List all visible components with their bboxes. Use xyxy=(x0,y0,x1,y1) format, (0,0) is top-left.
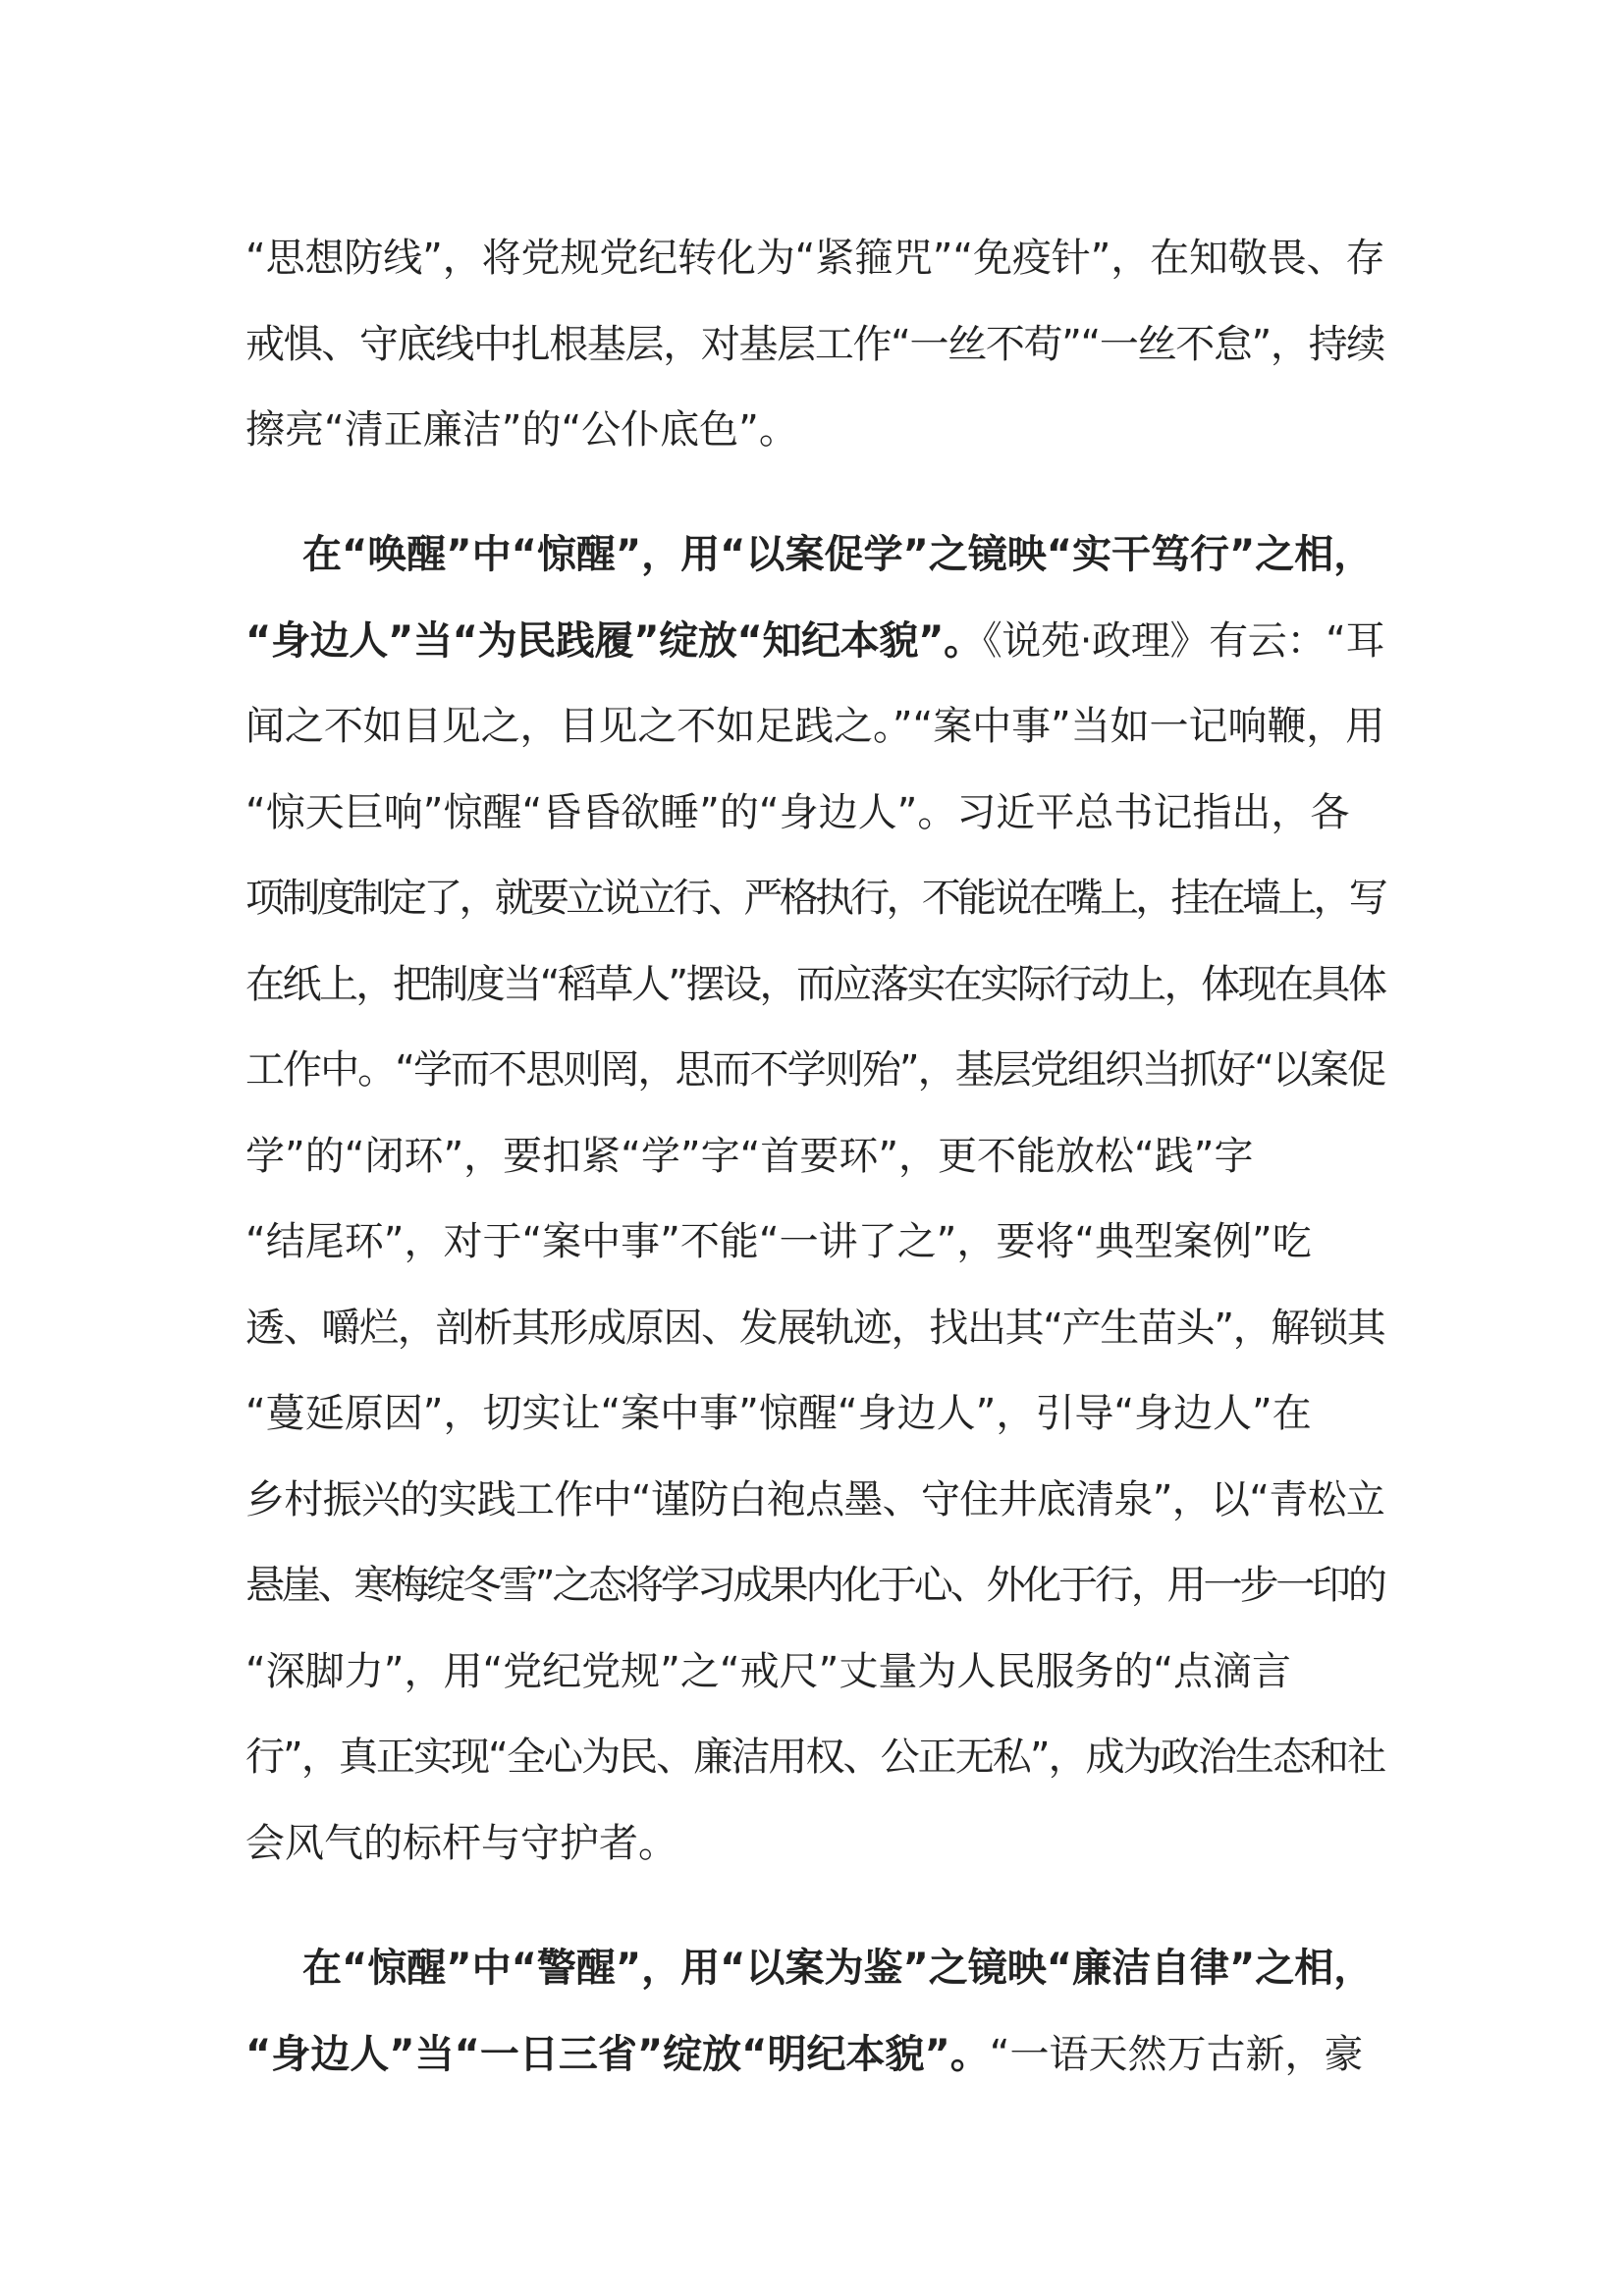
paragraph-1-line-3: 擦亮“清正廉洁”的“公仆底色”。 xyxy=(245,407,798,453)
paragraph-2-heading-line-2 xyxy=(245,599,1384,685)
paragraph-2-line-7: “结尾环”，对于“案中事”不能“一讲了之”，要将“典型案例”吃 xyxy=(245,1219,1312,1264)
paragraph-2-line-1: 闻之不如目见之，目见之不如足践之。”“案中事”当如一记响鞭，用 xyxy=(245,704,1385,749)
paragraph-2 xyxy=(245,512,1384,1887)
paragraph-2-line-6: 学”的“闭环”，要扣紧“学”字“首要环”，更不能放松“践”字 xyxy=(245,1133,1254,1179)
paragraph-2-line-14: 会风气的标杆与守护者。 xyxy=(245,1820,677,1866)
paragraph-3-heading-bold: “身边人”当“一日三省”绽放“明纪本貌”。 xyxy=(245,2031,990,2077)
paragraph-2-line-5: 工作中。“学而不思则罔，思而不学则殆”，基层党组织当抓好“以案促 xyxy=(245,1047,1385,1093)
paragraph-1-line-1: “思想防线”，将党规党纪转化为“紧箍咒”“免疫针”，在知敬畏、存 xyxy=(245,236,1385,281)
paragraph-3-heading-line-1: 在“惊醒”中“警醒”，用“以案为鉴”之镜映“廉洁自律”之相， xyxy=(302,1946,1374,1991)
paragraph-2-heading-rest: 《说苑·政理》有云：“耳 xyxy=(982,617,1385,664)
paragraph-2-line-11: 悬崖、寒梅绽冬雪”之态将学习成果内化于心、外化于行，用一步一印的 xyxy=(245,1563,1384,1608)
paragraph-2-line-3: 项制度制定了，就要立说立行、严格执行，不能说在嘴上，挂在墙上，写 xyxy=(245,876,1384,921)
paragraph-2-line-2: “惊天巨响”惊醒“昏昏欲睡”的“身边人”。习近平总书记指出，各 xyxy=(245,789,1350,835)
paragraph-2-heading-bold: “身边人”当“为民践履”绽放“知纪本貌”。 xyxy=(245,617,983,664)
paragraph-2-line-10: 乡村振兴的实践工作中“谨防白袍点墨、守住井底清泉”，以“青松立 xyxy=(245,1476,1385,1522)
paragraph-3-heading-line-2 xyxy=(245,2012,1384,2099)
paragraph-2-line-9: “蔓延原因”，切实让“案中事”惊醒“身边人”，引导“身边人”在 xyxy=(245,1391,1312,1436)
paragraph-2-line-13: 行”，真正实现“全心为民、廉洁用权、公正无私”，成为政治生态和社 xyxy=(245,1735,1385,1780)
paragraph-2-heading-line-1: 在“唤醒”中“惊醒”，用“以案促学”之镜映“实干笃行”之相， xyxy=(302,532,1374,577)
paragraph-2-line-8: 透、嚼烂，剖析其形成原因、发展轨迹，找出其“产生苗头”，解锁其 xyxy=(245,1305,1385,1351)
paragraph-3 xyxy=(245,1926,1384,2098)
paragraph-3-heading-rest: “一语天然万古新，豪 xyxy=(989,2031,1364,2077)
paragraph-1-line-2: 戒惧、守底线中扎根基层，对基层工作“一丝不苟”“一丝不怠”，持续 xyxy=(245,321,1384,367)
paragraph-2-line-4: 在纸上，把制度当“稻草人”摆设，而应落实在实际行动上，体现在具体 xyxy=(245,961,1385,1007)
paragraph-2-line-12: “深脚力”，用“党纪党规”之“戒尺”丈量为人民服务的“点滴言 xyxy=(245,1648,1292,1694)
paragraph-1 xyxy=(245,216,1384,474)
